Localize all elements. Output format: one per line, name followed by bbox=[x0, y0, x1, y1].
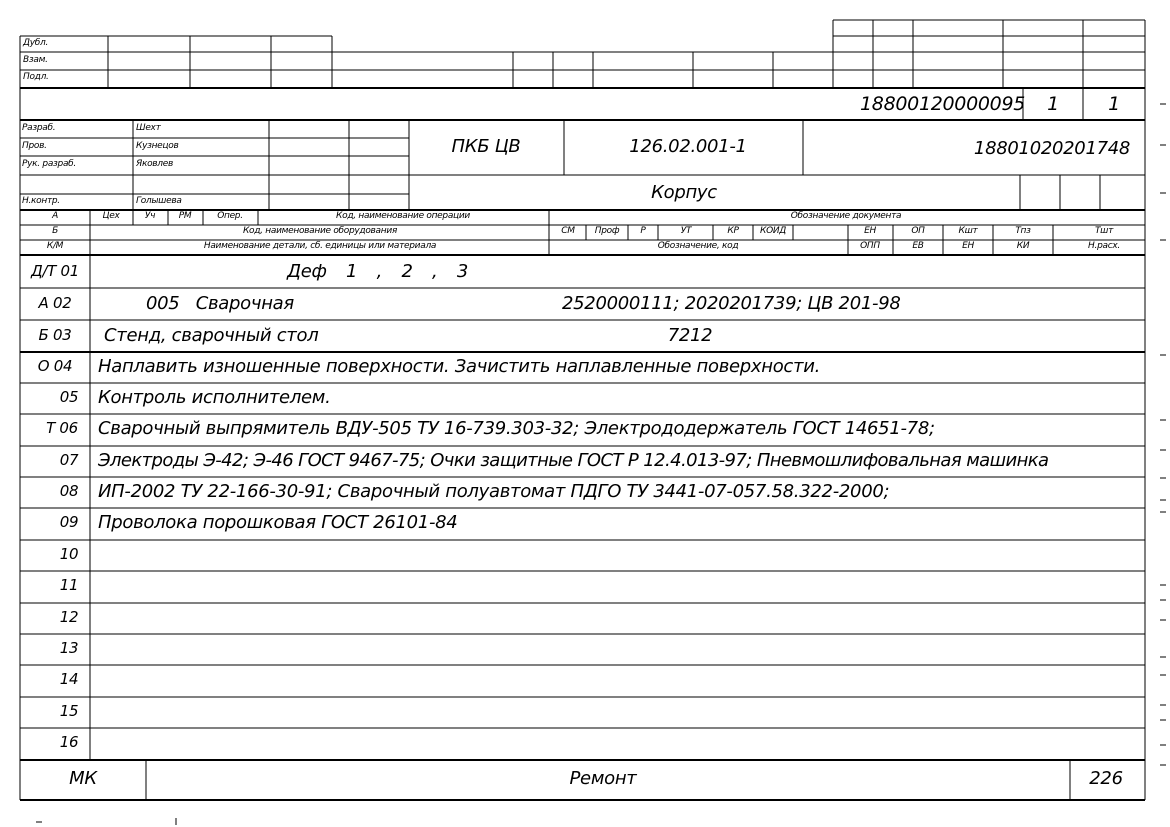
header-cex: Цех bbox=[102, 211, 120, 221]
header-nrask: Н.расх. bbox=[1088, 241, 1120, 251]
sheet-number: 1 bbox=[1047, 93, 1059, 115]
signature-role: Пров. bbox=[22, 141, 47, 151]
header-code-operation: Код, наименование операции bbox=[336, 211, 470, 221]
header-en-km: ЕН bbox=[962, 241, 974, 251]
header-code-equipment: Код, наименование оборудования bbox=[242, 226, 398, 236]
row-text: 005 Сварочная bbox=[146, 293, 294, 314]
header-ut: УТ bbox=[680, 226, 692, 236]
organization: ПКБ ЦВ bbox=[451, 136, 521, 157]
header-tpz: Тпз bbox=[1015, 226, 1031, 236]
signature-role: Разраб. bbox=[22, 123, 56, 133]
row-text: Наплавить изношенные поверхности. Зачистить наплавленные поверхности. bbox=[98, 356, 821, 377]
row-text-code: 7212 bbox=[667, 325, 713, 346]
header-name: Наименование детали, сб. единицы или материала bbox=[203, 241, 437, 251]
row-label: 14 bbox=[59, 670, 79, 688]
designation: 126.02.001-1 bbox=[629, 136, 747, 157]
row-text: Контроль исполнителем. bbox=[98, 387, 331, 408]
footer-title: Ремонт bbox=[569, 768, 637, 789]
header-opp: ОПП bbox=[860, 241, 880, 251]
header-op: ОП bbox=[911, 226, 925, 236]
row-label: А 02 bbox=[38, 294, 72, 312]
stamp-podl: Подл. bbox=[23, 72, 49, 82]
signature-name: Кузнецов bbox=[136, 141, 179, 151]
row-label: 09 bbox=[59, 513, 79, 531]
header-ksht: Кшт bbox=[958, 226, 978, 236]
row-label: 11 bbox=[59, 576, 79, 594]
header-koid: КОИД bbox=[759, 226, 787, 236]
row-text: Сварочный выпрямитель ВДУ-505 ТУ 16-739.303-32; Электрододержатель ГОСТ 14651-78; bbox=[98, 418, 935, 439]
row-text: Стенд, сварочный стол bbox=[104, 325, 319, 346]
footer-page: 226 bbox=[1089, 768, 1123, 789]
header-prof: Проф bbox=[594, 226, 620, 236]
row-label: О 04 bbox=[37, 357, 73, 375]
row-label: Д/Т 01 bbox=[31, 262, 79, 280]
document-code: 18801020201748 bbox=[973, 138, 1131, 159]
row-label: 07 bbox=[59, 451, 79, 469]
header-marker-a: А bbox=[52, 211, 58, 221]
part-name: Корпус bbox=[651, 182, 717, 203]
row-label: 12 bbox=[59, 608, 79, 626]
header-r: Р bbox=[640, 226, 646, 236]
row-text: ИП-2002 ТУ 22-166-30-91; Сварочный полуавтомат ПДГО ТУ 3441-07-057.58.322-2000; bbox=[98, 481, 890, 502]
signature-role: Н.контр. bbox=[22, 196, 60, 206]
row-label: 16 bbox=[59, 733, 79, 751]
row-label: 15 bbox=[59, 702, 79, 720]
header-sm: СМ bbox=[561, 226, 575, 236]
header-marker-km: К/М bbox=[46, 241, 64, 251]
signature-name: Голышева bbox=[136, 196, 182, 206]
row-text: Проволока порошковая ГОСТ 26101-84 bbox=[98, 512, 458, 533]
doc-number: 18800120000095 bbox=[860, 93, 1026, 115]
footer-form: МК bbox=[69, 768, 97, 789]
row-text: Электроды Э-42; Э-46 ГОСТ 9467-75; Очки защитные ГОСТ Р 12.4.013-97; Пневмошлифовальная машинка bbox=[98, 450, 1049, 471]
header-oboz: Обозначение, код bbox=[657, 241, 739, 251]
header-rm: РМ bbox=[178, 211, 192, 221]
row-label: 13 bbox=[59, 639, 79, 657]
row-text: Деф 1 , 2 , 3 bbox=[287, 261, 469, 282]
row-label: 05 bbox=[59, 388, 79, 406]
header-ki: КИ bbox=[1016, 241, 1030, 251]
signature-name: Яковлев bbox=[136, 159, 173, 169]
header-oper: Опер. bbox=[217, 211, 243, 221]
header-marker-b: Б bbox=[52, 226, 58, 236]
signature-name: Шехт bbox=[136, 123, 161, 133]
stamp-dubl: Дубл. bbox=[23, 38, 49, 48]
row-label: 08 bbox=[59, 482, 79, 500]
row-text-doc: 2520000111; 2020201739; ЦВ 201-98 bbox=[562, 293, 901, 314]
header-tsht: Тшт bbox=[1094, 226, 1114, 236]
header-ev: ЕВ bbox=[912, 241, 924, 251]
header-uch: Уч bbox=[144, 211, 156, 221]
header-kr: КР bbox=[727, 226, 739, 236]
header-document: Обозначение документа bbox=[790, 211, 902, 221]
header-en: ЕН bbox=[864, 226, 876, 236]
sheets-total: 1 bbox=[1108, 93, 1120, 115]
signature-role: Рук. разраб. bbox=[22, 159, 76, 169]
row-label: Б 03 bbox=[38, 326, 72, 344]
row-label: 10 bbox=[59, 545, 79, 563]
row-label: Т 06 bbox=[46, 419, 78, 437]
stamp-vzam: Взам. bbox=[23, 55, 48, 65]
